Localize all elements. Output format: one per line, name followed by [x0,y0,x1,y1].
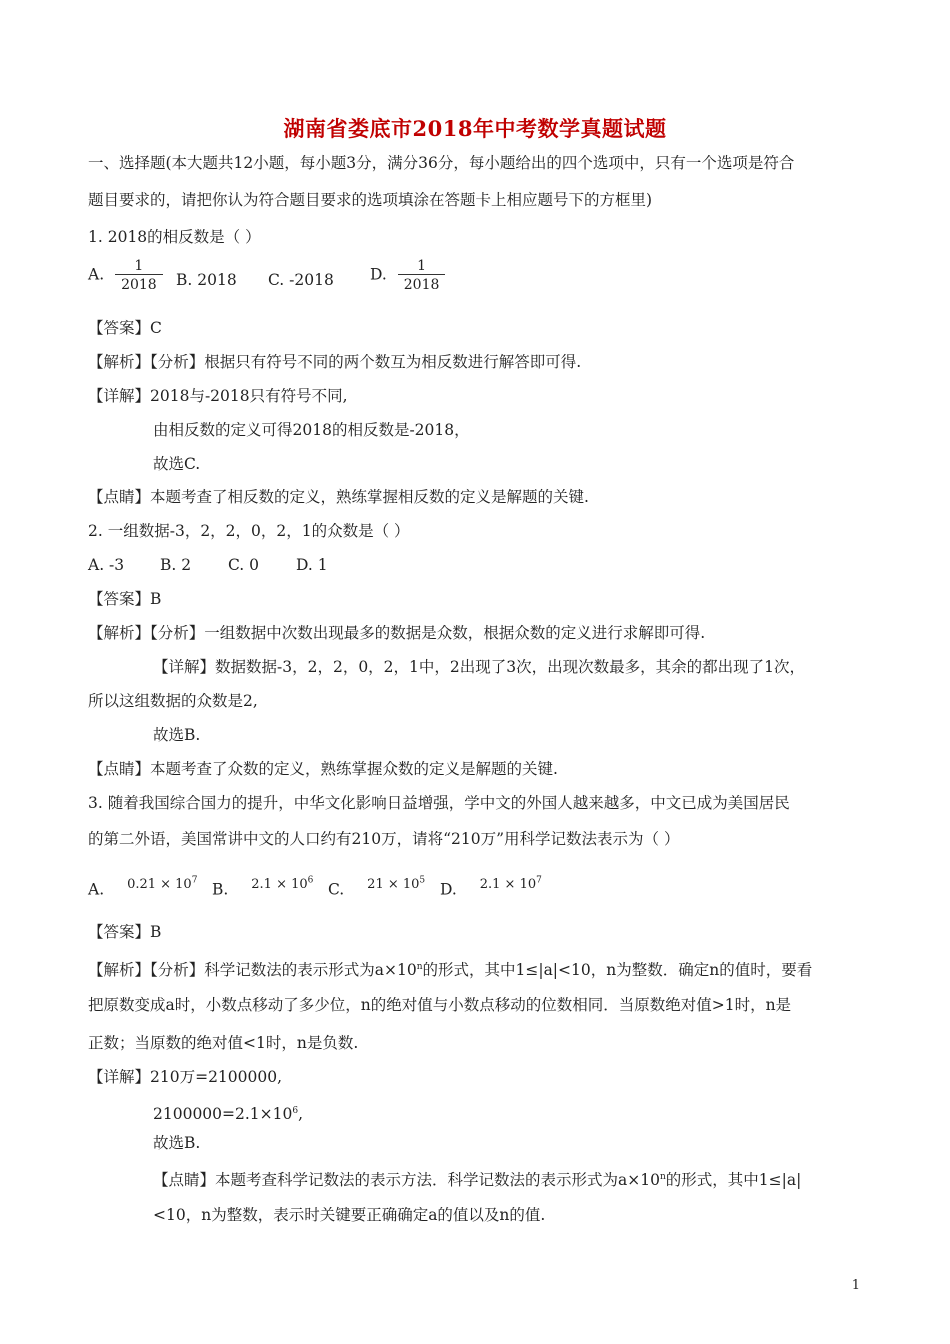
q1-detail-line3: 故选C. [153,455,201,473]
q1-comment: 【点睛】本题考查了相反数的定义，熟练掌握相反数的定义是解题的关键. [88,488,589,506]
q2-detail-line1: 【详解】数据数据-3，2，2，0，2，1中，2出现了3次，出现次数最多，其余的都出现了1次， [153,658,805,676]
q3-option-d-exponent: 7 [536,876,542,886]
section-instruction-line1: 一、选择题(本大题共12小题，每小题3分，满分36分，每小题给出的四个选项中，只有一个选项是符合 [88,154,795,172]
q3-option-c-exponent: 5 [419,876,426,886]
q3-option-c-expr [367,877,425,892]
q3-detail-line1: 【详解】210万=2100000, [88,1068,283,1086]
q3-comment-line2: <10，n为整数，表示时关键要正确确定a的值以及n的值. [153,1206,546,1224]
q1-detail-line1: 【详解】2018与-2018只有符号不同, [88,387,348,405]
q2-analysis: 【解析】【分析】一组数据中次数出现最多的数据是众数，根据众数的定义进行求解即可得. [88,624,706,642]
q3-detail-line2-sup: 6 [292,1106,299,1116]
q3-stem-line1: 3. 随着我国综合国力的提升，中华文化影响日益增强，学中文的外国人越来越多，中文已成为美国居民 [88,794,790,812]
q3-option-a [88,876,197,898]
q1-option-a-fraction [115,258,163,293]
q2-option-c: C. 0 [228,556,260,574]
q3-option-a-base: 0.21 × 10 [127,877,192,893]
q3-comment-line1-a: 【点睛】本题考查科学记数法的表示方法．科学记数法的表示形式为a×10 [153,1171,660,1190]
q3-analysis-line3: 正数；当原数的绝对值<1时，n是负数. [88,1034,359,1052]
q3-detail-line2 [153,1101,303,1124]
q3-option-b-exponent: 6 [307,876,314,886]
q3-analysis-line1-b: 的形式，其中1≤|a|<10，n为整数．确定n的值时，要看 [422,961,813,980]
q1-option-a-numerator: 1 [134,258,144,274]
q2-comment: 【点睛】本题考查了众数的定义，熟练掌握众数的定义是解题的关键. [88,760,558,778]
q3-option-b-expr [251,877,313,892]
q3-comment-line1-b: 的形式，其中1≤|a| [665,1171,802,1190]
q3-stem-line2: 的第二外语，美国常讲中文的人口约有210万，请将“210万”用科学记数法表示为（ ） [88,830,680,848]
q2-detail-line3: 故选B. [153,726,201,744]
q1-option-d-label: D. [370,265,387,284]
q3-analysis-line1-a: 【解析】【分析】科学记数法的表示形式为a×10 [88,961,417,980]
q3-detail-line2-a: 2100000=2.1×10 [153,1105,293,1124]
q3-option-d [440,876,542,898]
q3-option-a-label: A. [88,880,105,899]
q1-option-b: B. 2018 [176,271,237,289]
q1-detail-line2: 由相反数的定义可得2018的相反数是-2018， [153,421,470,439]
q1-option-d-numerator: 1 [417,258,427,274]
q3-comment-line1-sup: n [659,1172,666,1182]
q2-option-a: A. -3 [88,556,125,574]
q1-option-a [88,258,163,293]
q1-stem: 1. 2018的相反数是（ ） [88,228,261,246]
q1-option-d [370,258,445,293]
q1-option-d-fraction [398,258,446,293]
q3-detail-line2-b: , [298,1105,304,1124]
q3-option-c [328,876,425,898]
q3-analysis-line1-sup: n [416,962,423,972]
q1-option-a-label: A. [88,265,105,284]
q2-detail-line2: 所以这组数据的众数是2, [88,692,258,710]
q2-option-b: B. 2 [160,556,192,574]
page-number: 1 [851,1278,860,1293]
section-instruction-line2: 题目要求的，请把你认为符合题目要求的选项填涂在答题卡上相应题号下的方框里) [88,191,653,209]
page-title: 湖南省娄底市2018年中考数学真题试题 [283,116,667,141]
q3-option-d-label: D. [440,880,457,899]
q3-option-d-base: 2.1 × 10 [479,877,537,893]
q1-option-d-denominator: 2018 [398,274,446,293]
q3-option-a-exponent: 7 [191,876,198,886]
q3-option-d-expr [480,877,542,892]
q3-answer: 【答案】B [88,923,162,941]
q1-answer: 【答案】C [88,319,162,337]
q3-option-b-base: 2.1 × 10 [251,877,308,893]
q3-comment-line1 [153,1167,801,1190]
q3-detail-line3: 故选B. [153,1134,201,1152]
q2-stem: 2. 一组数据-3，2，2，0，2，1的众数是（ ） [88,522,410,540]
q3-option-b [212,876,313,898]
q1-option-c: C. -2018 [268,271,334,289]
q3-analysis-line1 [88,957,812,980]
q3-option-b-label: B. [212,880,229,899]
q2-answer: 【答案】B [88,590,162,608]
q1-analysis: 【解析】【分析】根据只有符号不同的两个数互为相反数进行解答即可得. [88,353,582,371]
q3-analysis-line2: 把原数变成a时，小数点移动了多少位，n的绝对值与小数点移动的位数相同．当原数绝对值>1时，n是 [88,996,792,1014]
q3-option-c-label: C. [328,880,345,899]
q3-option-a-expr [127,877,197,892]
q3-option-c-base: 21 × 10 [367,877,420,893]
q1-option-a-denominator: 2018 [115,274,163,293]
q2-option-d: D. 1 [296,556,328,574]
